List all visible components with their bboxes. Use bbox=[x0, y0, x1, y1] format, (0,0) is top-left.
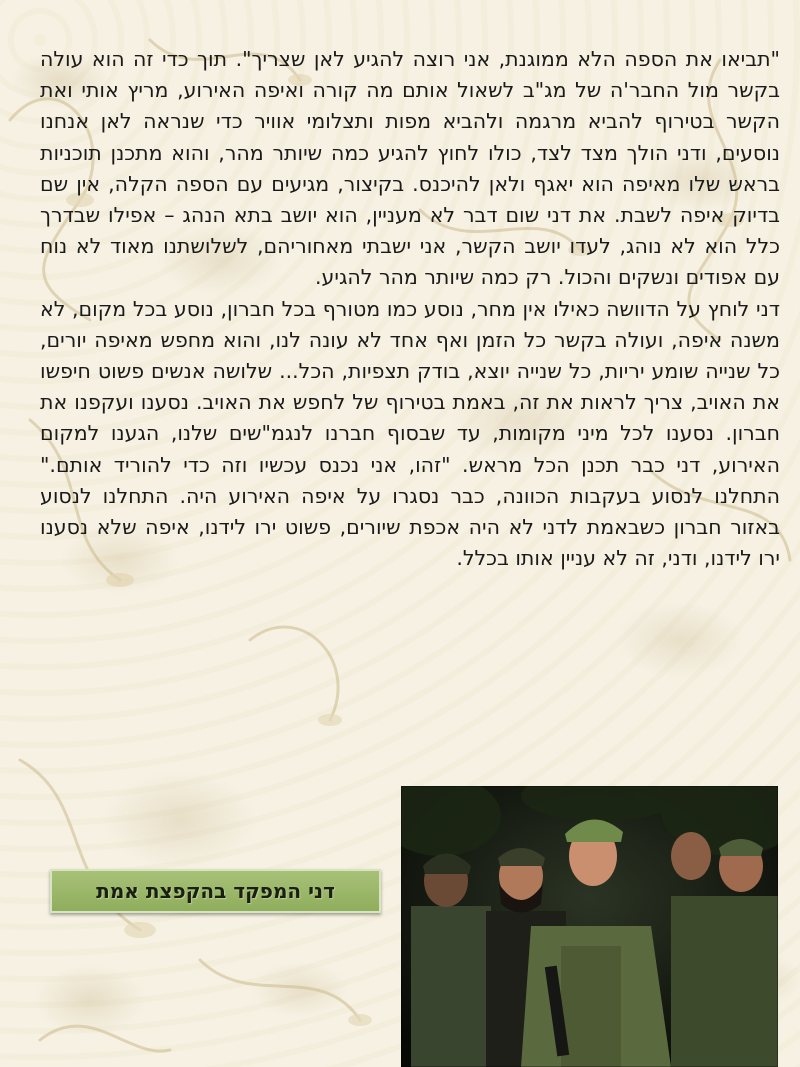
article-paragraph-1: "תביאו את הספה הלא ממוגנת, אני רוצה להגיע לאן שצריך". תוך כדי זה הוא עולה בקשר מול החבר'ה של מג"ב לשאול אותם מה קורה ואיפה האירוע, מריץ אותי ואת הקשר בטירוף להביא מרגמה ולהביא מפות ותצלומי אוויר כדי שנראה לאן אנחנו נוסעים, ודני הולך מצד לצד, כולו לחוץ להגיע כמה שיותר מהר, והוא מתכנן תוכניות בראש שלו מאיפה הוא יאגף ולאן להיכנס. בקיצור, מגיעים עם הספה הקלה, אין שם בדיוק איפה לשבת. את דני שום דבר לא מעניין, הוא יושב בתא הנהג – אפילו שבדרך כלל הוא לא נוהג, לעדו יושב הקשר, אני ישבתי מאחוריהם, לשלושתנו מאוד לא נוח עם אפודים ונשקים והכול. רק כמה שיותר מהר להגיע. bbox=[40, 47, 780, 290]
soldiers-photo bbox=[401, 786, 778, 1067]
caption-text: דני המפקד בהקפצת אמת bbox=[96, 879, 335, 903]
soldiers-photo-illustration bbox=[401, 786, 778, 1067]
caption-box bbox=[50, 869, 381, 913]
article-paragraph-2: דני לוחץ על הדוושה כאילו אין מחר, נוסע כמו מטורף בכל חברון, נוסע בכל מקום, לא משנה איפה, ועולה בקשר כל הזמן ואף אחד לא עונה לנו, והוא מחפש מאיפה יורים, כל שנייה שומע יריות, כל שנייה יוצא, בודק תצפיות, הכל... שלושה אנשים פשוט חיפשו את האויב, צריך לראות את זה, באמת בטירוף של לחפש את האויב. נסענו ועקפנו את חברון. נסענו לכל מיני מקומות, עד שבסוף חברנו לנגמ"שים שלנו, הגענו למקום האירוע, דני כבר תכנן הכל מראש. "זהו, אני נכנס עכשיו וזה כדי להוריד אותם." התחלנו לנסוע בעקבות הכוונה, כבר נסגרו על איפה האירוע היה. התחלנו לנסוע באזור חברון כשבאמת לדני לא היה אכפת שיורים, פשוט ירו לידנו, איפה שלא נסענו ירו לידנו, ודני, זה לא עניין אותו בכלל. bbox=[40, 296, 780, 571]
article-body bbox=[40, 44, 780, 574]
